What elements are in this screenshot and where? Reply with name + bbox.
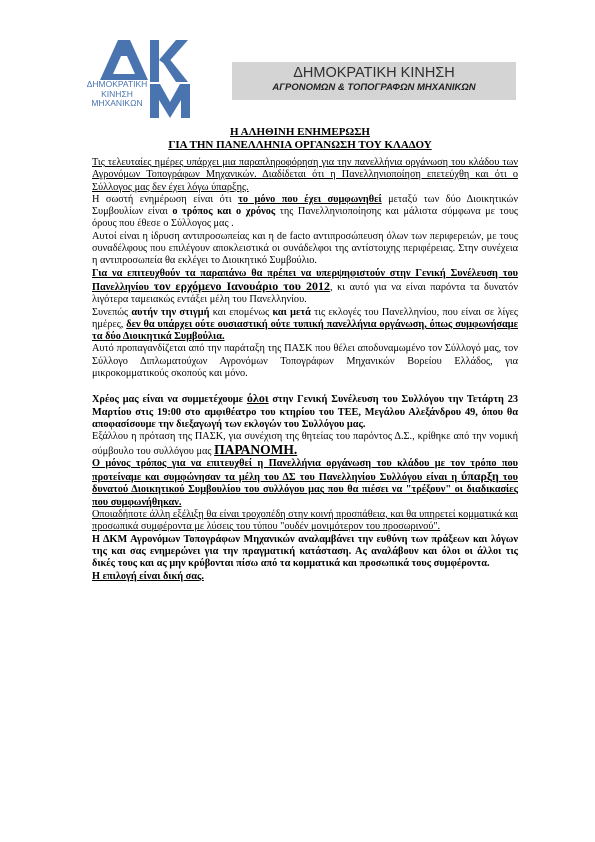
paragraph-illegal <box>92 431 518 458</box>
paragraph-propaganda: Αυτό προπαγανδίζεται από την παράταξη της ΠΑΣΚ που θέλει αποδυναμωμένο τον Σύλλογό μας, τον Σύλλογο Διπλωματούχων Αγρονόμων Τοπογράφων Μηχανικών Βορείου Ελλάδος, για μικροκομματικούς σκοπούς και μόνο. <box>92 343 518 380</box>
logo-caption-line: ΜΗΧΑΝΙΚΩΝ <box>91 98 143 108</box>
paragraph-consequently <box>92 307 518 344</box>
text-run-emphasis: αυτήν την στιγμή <box>131 306 210 318</box>
paragraph-duty <box>92 392 518 431</box>
text-run: Συνεπώς <box>92 306 132 318</box>
header-banner <box>232 62 516 100</box>
paragraph-correct-info <box>92 194 518 231</box>
text-run-emphasis: Για να επιτευχθούν τα παραπάνω θα πρέπει να υπερψηφιστούν στην Γενική Συνέλευση του Πανελληνίου <box>92 267 518 293</box>
paragraph-intro: Τις τελευταίες ημέρες υπάρχει μια παραπληροφόρηση για την πανελλήνια οργάνωση του κλάδου των Αγρονόμων Τοπογράφων Μηχανικών. Διαδίδεται ότι η Πανελληνιοποίηση επετεύχθη και ότι ο Σύλλογος μας δεν έχει λόγω ύπαρξης. <box>92 157 518 193</box>
text-run: Εξάλλου η πρόταση της ΠΑΣΚ, για συνέχιση της θητείας του παρόντος Δ.Σ., κρίθηκε από την νομική σύμβουλο του συλλόγου μας <box>92 431 518 457</box>
heading-line-1: Η ΑΛΗΘΙΝΗ ΕΝΗΜΕΡΩΣΗ <box>229 126 370 138</box>
dkm-logo <box>84 38 194 118</box>
text-run: και επομένως <box>209 306 273 318</box>
paragraph-general-assembly <box>92 268 518 307</box>
banner-subtitle: ΑΓΡΟΝΟΜΩΝ & ΤΟΠΟΓΡΑΦΩΝ ΜΗΧΑΝΙΚΩΝ <box>272 82 476 93</box>
paragraph-only-way <box>92 458 518 509</box>
closing-line: Η επιλογή είναι δική σας. <box>92 570 204 582</box>
text-run-emphasis: στην Γενική Συνέλευση του Συλλόγου την Τετάρτη 23 Μαρτίου στις 19:00 στο αμφιθέατρο του κτηρίου του ΤΕΕ, Μεγάλου Αλεξάνδρου 49, όπου θα αποφασίσουμε την διεξαγωγή των εκλογών του Συλλόγου μας. <box>92 394 518 430</box>
text-run-emphasis: του δυνατού Διοικητικού Συμβουλίου του συλλόγου μας που θα πιέσει να "τρέξουν" οι διαδικασίες που συμφωνήθηκαν. <box>92 472 518 508</box>
logo-caption <box>86 80 148 109</box>
document-heading <box>80 126 520 151</box>
paragraph-representation: Αυτοί είναι η ίδρυση αντιπροσωπείας και η de facto αντιπροσώπευση όλων των περιφερειών, με τους συναδέλφους που επιλέγουν αποκλειστικά οι συνάδελφοι της αντίστοιχης περιφέρειας. Στην συνέχεια η αντιπροσωπεία θα εκλέγει το Διοικητικό Συμβούλιο. <box>92 230 518 267</box>
text-run: , κι αυτό για να είναι παρόντα τα δυνατόν λιγότερα ταμειακώς εντάξει μέλη του Πανελληνίου. <box>92 281 518 306</box>
text-run-emphasis: ΠΑΡΑΝΟΜΗ. <box>214 441 298 457</box>
text-run-emphasis: ύπαρξη <box>461 469 499 484</box>
text-run-emphasis: Χρέος μας είναι να συμμετέχουμε <box>92 394 247 406</box>
document-body <box>92 157 518 583</box>
text-run: Η σωστή ενημέρωση είναι ότι <box>92 193 239 205</box>
text-run-emphasis: το μόνο που έχει συμφωνηθεί <box>238 193 382 205</box>
banner-title: ΔΗΜΟΚΡΑΤΙΚΗ ΚΙΝΗΣΗ <box>293 65 455 81</box>
text-run-emphasis: ο τρόπος και ο χρόνος <box>172 206 276 218</box>
text-run: μεταξύ των δύο Διοικητικών Συμβουλίων είναι <box>92 193 518 218</box>
text-run: της Πανελληνιοποίησης και μάλιστα σύμφωνα με τους όρους που έθεσε ο Σύλλογος μας . <box>92 206 518 230</box>
heading-line-2: ΓΙΑ ΤΗΝ ΠΑΝΕΛΛΗΝΙΑ ΟΡΓΑΝΩΣΗ ΤΟΥ ΚΛΑΔΟΥ <box>168 138 432 151</box>
text-run-emphasis: όλοι <box>246 391 269 406</box>
text-run: τις εκλογές του Πανελληνίου, που είναι σε λίγες ημέρες, <box>92 306 519 330</box>
text-run-emphasis: Ο μόνος τρόπος για να επιτευχθεί η Πανελλήνια οργάνωση του κλάδου με τον τρόπο που προτείναμε και συμφώνησαν τα μέλη του ΔΣ του Πανελληνίου Συλλόγου είναι η <box>92 457 518 484</box>
paragraph-alternative: Οποιαδήποτε άλλη εξέλιξη θα είναι τροχοπέδη στην κοινή προσπάθεια, και θα υπηρετεί κομματικά και προσωπικά συμφέροντα με λύσεις του τύπου "ουδέν μονιμότερον του προσωρινού". <box>92 509 518 533</box>
logo-caption-line: ΔΗΜΟΚΡΑΤΙΚΗ <box>86 79 148 89</box>
paragraph-dkm-responsibility: Η ΔΚΜ Αγρονόμων Τοπογράφων Μηχανικών αναλαμβάνει την ευθύνη των πράξεων και λόγων της και σας ενημερώνει για την πραγματική κατάσταση. Ας αναλάβουν και όλοι οι άλλοι τις δικές τους και ας μην κρύβονται πίσω από τα κομματικά και προσωπικά τους συμφέροντα. <box>92 533 518 570</box>
text-run-emphasis: και μετά <box>272 306 311 318</box>
text-run-emphasis: τον ερχόμενο Ιανουάριο του 2012 <box>153 278 330 293</box>
text-run-emphasis: δεν θα υπάρχει ούτε ουσιαστική ούτε τυπική πανελλήνια οργάνωση, όπως συμφωνήσαμε τα δύο Διοικητικά Συμβούλια. <box>92 318 519 343</box>
logo-caption-line: ΚΙΝΗΣΗ <box>101 88 133 99</box>
